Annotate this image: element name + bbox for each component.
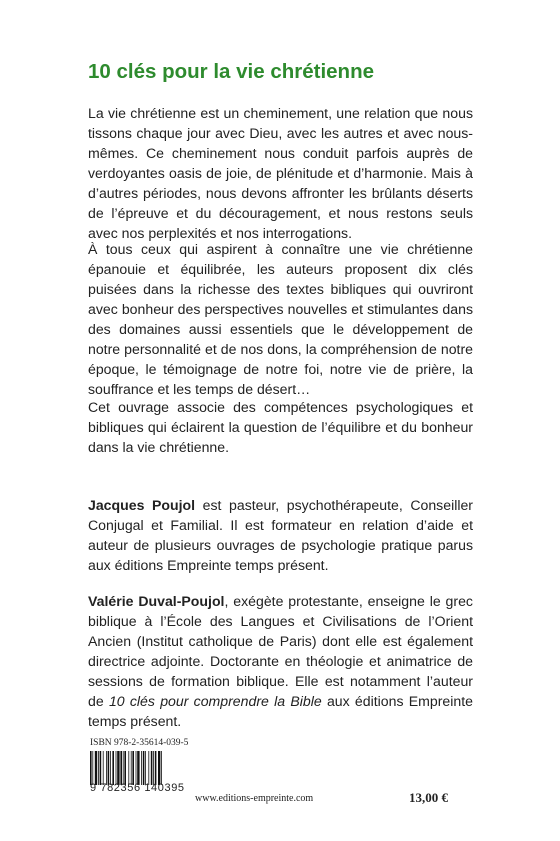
price-label: 13,00 €: [409, 790, 448, 805]
barcode-bar: [108, 751, 110, 785]
barcode-number: 9 782356 140395: [90, 782, 185, 794]
barcode-bar: [124, 751, 126, 785]
barcode-bar: [117, 751, 119, 785]
barcode-bar: [110, 751, 111, 785]
barcode-bar: [143, 751, 145, 785]
barcode-bar: [98, 751, 99, 785]
publisher-website: www.editions-empreinte.com: [195, 793, 314, 804]
barcode-bar: [116, 751, 117, 785]
referenced-book-title: 10 clés pour comprendre la Bible: [108, 693, 322, 709]
barcode-bar: [103, 751, 104, 785]
barcode: [90, 751, 184, 803]
description-paragraph: À tous ceux qui aspirent à connaître une vie chrétienne épanouie et équilibrée, les auteurs proposent dix clés puisées dans la richesse des textes bibliques qui ouvriront avec bonheur des perspectives nouvelles et stimulantes dans des domaines aussi essentiels que le développement de notre personnalité et de nos dons, la compréhension de notre époque, le témoignage de notre foi, notre vie de prière, la souffrance et les temps de désert…: [88, 241, 473, 397]
author-name-jacques: Jacques Poujol: [88, 497, 196, 513]
barcode-bar: [128, 751, 129, 785]
barcode-icon: [90, 751, 184, 785]
isbn-label: ISBN 978-2-35614-039-5: [90, 738, 189, 748]
barcode-bar: [137, 751, 139, 785]
barcode-bar: [155, 751, 157, 785]
barcode-bar: [145, 751, 146, 785]
summary-paragraph: Cet ouvrage associe des compétences psychologiques et bibliques qui éclairent la question de l’équilibre et du bonheur dans la vie chrétienne.: [88, 399, 473, 455]
barcode-bar: [106, 751, 107, 785]
book-title: 10 clés pour la vie chrétienne: [88, 60, 374, 83]
barcode-bar: [90, 751, 92, 785]
barcode-bar: [112, 751, 114, 785]
barcode-bar: [131, 751, 132, 785]
author-bio-valerie: [88, 591, 473, 731]
barcode-bar: [153, 751, 154, 785]
barcode-bar: [158, 751, 160, 785]
barcode-bar: [92, 751, 93, 785]
barcode-bar: [136, 751, 137, 785]
barcode-bar: [151, 751, 153, 785]
barcode-bar: [141, 751, 142, 785]
barcode-bar: [100, 751, 102, 785]
author-bio-valerie-text: , exégète protestante, enseigne le grec biblique à l’École des Langues et Civilisations de l’Orient Ancien (Institut catholique de Paris) dont elle est également directrice adjointe. Doctorante en théologie et animatrice de sessions de formation biblique. Elle est notamment l’auteur de: [88, 593, 473, 709]
author-name-valerie: Valérie Duval-Poujol: [88, 593, 225, 609]
barcode-bar: [161, 751, 162, 785]
author-bio-valerie-text-end: aux éditions Empreinte temps présent.: [88, 693, 473, 729]
author-bio-jacques-text: est pasteur, psychothérapeute, Conseiller Conjugal et Familial. Il est formateur en relation d’aide et auteur de plusieurs ouvrages de psychologie pratique parus aux éditions Empreinte temps présent.: [88, 497, 473, 573]
barcode-bar: [120, 751, 122, 785]
barcode-bar: [95, 751, 97, 785]
barcode-bar: [123, 751, 124, 785]
barcode-bar: [148, 751, 149, 785]
author-bio-jacques: [88, 495, 473, 575]
barcode-bar: [132, 751, 134, 785]
intro-paragraph: La vie chrétienne est un cheminement, une relation que nous tissons chaque jour avec Dieu, avec les autres et avec nous-mêmes. Ce cheminement nous conduit parfois auprès de verdoyantes oasis de joie, de plénitude et d’harmonie. Mais à d’autres périodes, nous devons affronter les brûlants déserts de l’épreuve et du découragement, et nous restons seuls avec nos perplexités et nos interrogations.: [88, 105, 473, 241]
